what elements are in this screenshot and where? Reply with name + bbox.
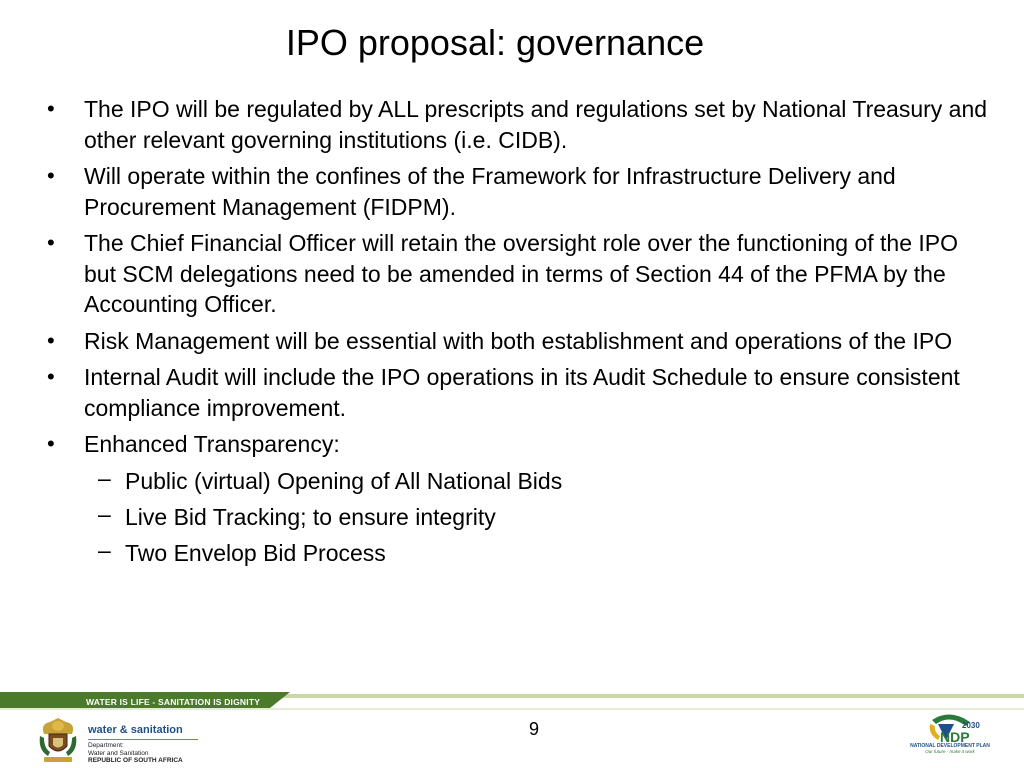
dash-marker: – bbox=[98, 536, 111, 563]
sub-bullet-item bbox=[84, 502, 994, 532]
sub-bullet-item bbox=[84, 538, 994, 568]
bullet-text: Enhanced Transparency: bbox=[84, 431, 340, 457]
footer-slogan: WATER IS LIFE - SANITATION IS DIGNITY bbox=[86, 697, 261, 707]
bullet-marker: • bbox=[47, 163, 55, 188]
sub-bullet-item bbox=[84, 466, 994, 496]
ndp-mark: NDP bbox=[940, 729, 970, 745]
bullet-text: Internal Audit will include the IPO operations in its Audit Schedule to ensure consistent compliance improvement. bbox=[84, 364, 960, 421]
brand-name: water & sanitation bbox=[88, 724, 183, 736]
slide-title: IPO proposal: governance bbox=[285, 22, 705, 63]
brand-divider bbox=[88, 739, 198, 740]
bullet-text: The Chief Financial Officer will retain the oversight role over the functioning of the IPO but SCM delegations need to be amended in terms of Section 44 of the PFMA by the Accounting Officer. bbox=[84, 230, 959, 317]
bullet-item bbox=[44, 228, 994, 320]
bullet-list bbox=[44, 94, 994, 574]
bullet-marker: • bbox=[47, 327, 55, 353]
sub-bullet-text: Two Envelop Bid Process bbox=[125, 539, 386, 566]
sub-bullet-text: Public (virtual) Opening of All National Bids bbox=[125, 467, 563, 494]
sub-bullet-text: Live Bid Tracking; to ensure integrity bbox=[125, 503, 496, 530]
ndp-caption-tagline: Our future - make it work bbox=[925, 749, 975, 754]
page-number: 9 bbox=[529, 719, 540, 739]
bullet-marker: • bbox=[47, 431, 55, 456]
ndp-logo bbox=[910, 710, 990, 766]
coat-of-arms-icon bbox=[36, 716, 80, 764]
bullet-text: Risk Management will be essential with both establishment and operations of the IPO bbox=[84, 327, 953, 354]
bullet-text: The IPO will be regulated by ALL prescripts and regulations set by National Treasury and other relevant governing institutions (i.e. CIDB). bbox=[84, 96, 988, 153]
bullet-item bbox=[44, 326, 994, 357]
bullet-marker: • bbox=[47, 364, 55, 389]
dash-marker: – bbox=[98, 464, 111, 491]
bullet-item bbox=[44, 161, 994, 222]
department-brand bbox=[88, 724, 198, 765]
ndp-year: 2030 bbox=[962, 721, 980, 730]
dept-line-1: Department: bbox=[88, 742, 124, 749]
bullet-item bbox=[44, 94, 994, 155]
dept-line-2: Water and Sanitation bbox=[88, 749, 149, 757]
bullet-item bbox=[44, 362, 994, 423]
sub-bullet-list bbox=[84, 466, 994, 568]
dept-line-3: REPUBLIC OF SOUTH AFRICA bbox=[88, 757, 183, 764]
bullet-item bbox=[44, 429, 994, 568]
dash-marker: – bbox=[98, 500, 111, 527]
bullet-marker: • bbox=[47, 96, 55, 121]
ndp-caption-title: NATIONAL DEVELOPMENT PLAN bbox=[910, 743, 990, 749]
bullet-text: Will operate within the confines of the Framework for Infrastructure Delivery and Procurement Management (FIDPM). bbox=[84, 163, 896, 220]
bullet-marker: • bbox=[47, 230, 55, 255]
ndp-caption bbox=[908, 743, 992, 754]
